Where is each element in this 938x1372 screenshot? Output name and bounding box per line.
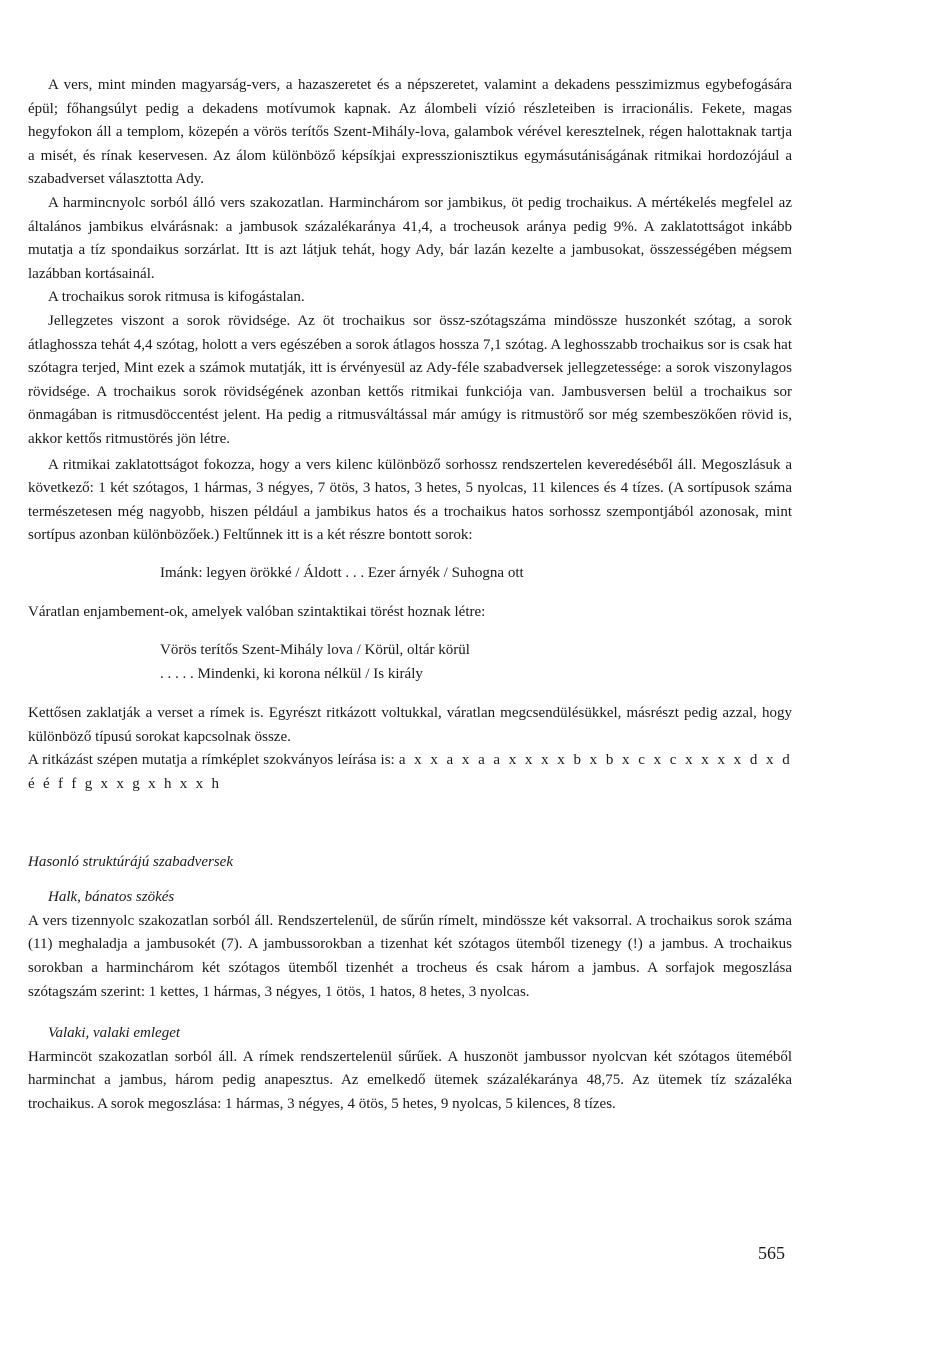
page-number: 565 [758, 1243, 785, 1263]
paragraph [28, 749, 792, 796]
paragraph: A trochaikus sorok ritmusa is kifogástalan. [48, 289, 305, 306]
section-heading: Hasonló struktúrájú szabadversek [28, 853, 233, 870]
verse-quote [160, 562, 792, 586]
poem-title: Halk, bánatos szökés [48, 889, 175, 906]
page-body [28, 74, 792, 1117]
paragraph: Váratlan enjambement-ok, amelyek valóban szintaktikai törést hoznak létre: [28, 604, 486, 621]
poem-title: Valaki, valaki emleget [48, 1025, 181, 1042]
paragraph: A vers tizennyolc szakozatlan sorból áll. Rendszertelenül, de sűrűn rímelt, mindössze két vaksorral. A trochaikus sorok száma (11) meghaladja a jambusokét (7). A jambussorokban a tizenhat két szótagos ütemből tizenegy (!) a jambus. A trochaikus sorokban a harminchárom két szótagos ütemből tizenhét a trocheus és csak három a jambus. A sorfajok megoszlása szótagszám szerint: 1 kettes, 1 hármas, 3 négyes, 1 ötös, 1 hatos, 8 hetes, 3 nyolcas. [28, 912, 792, 1000]
paragraph: A vers, mint minden magyarság-vers, a hazaszeretet és a népszeretet, valamint a dekadens pesszimizmus egybefogására épül; főhangsúlyt pedig a dekadens motívumok kapnak. Az álombeli vízió részleteiben is irracionális. Fekete, magas hegyfokon áll a templom, közepén a vörös terítős Szent-Mihály-lova, galambok vérével keresztelnek, régen halottaknak tartja a misét, és rínak keservesen. Az álom különböző képsíkjai expresszionisztikus egymásutániságának ritmikai hordozójául a szabadverset választotta Ady. [28, 77, 792, 188]
verse-quote [160, 639, 792, 686]
verse-line: Vörös terítős Szent-Mihály lova / Körül, oltár körül [160, 642, 470, 659]
paragraph: A ritmikai zaklatottságot fokozza, hogy a vers kilenc különböző sorhossz rendszertelen keveredéséből áll. Megoszlásuk a következő: 1 két szótagos, 1 hármas, 3 négyes, 7 ötös, 3 hatos, 3 hetes, 5 nyolcas, 11 kilences és 4 tízes. (A sortípusok száma természetesen még nagyobb, hiszen például a jambikus hatos és a trochaikus hatos sorhossz szempontjából azonosak, mint sortípus azonban különbözőek.) Feltűnnek itt is a két részre bontott sorok: [28, 456, 792, 544]
paragraph: Kettősen zaklatják a verset a rímek is. Egyrészt ritkázott voltukkal, váratlan megcsendülésükkel, másrészt pedig azzal, hogy különböző típusú sorokat kapcsolnak össze. [28, 705, 792, 745]
verse-line: . . . . . Mindenki, ki korona nélkül / Is király [160, 665, 423, 682]
paragraph: Jellegzetes viszont a sorok rövidsége. Az öt trochaikus sor össz-szótagszáma mindössze huszonkét szótag, a sorok átlaghossza tehát 4,4 szótag, holott a vers egészében a sorok átlagos hossza 7,1 szótag. A leghosszabb trochaikus sor is csak hat szótagra terjed, Mint ezek a számok mutatják, itt is érvényesül az Ady-féle szabadversek jellegzetessége: a sorok viszonylagos rövidsége. A trochaikus sorok rövidségének azonban kettős ritmikai funkciója van. Jambusversen belül a trochaikus sor önmagában is ritmusdöccentést jelent. Ha pedig a ritmusváltással már amúgy is ritmustörő sor még szembeszökően rövid is, akkor kettős ritmustörés jön létre. [28, 312, 792, 447]
paragraph: Harmincöt szakozatlan sorból áll. A rímek rendszertelenül sűrűek. A huszonöt jambussor nyolcvan két szótagos üteméből harminchat a jambus, három pedig anapesztus. Az emelkedő ütemek százalékaránya 48,75. Az ütemek tíz százaléka trochaikus. A sorok megoszlása: 1 hármas, 3 négyes, 4 ötös, 5 hetes, 9 nyolcas, 5 kilences, 8 tízes. [28, 1048, 792, 1112]
rhyme-intro: A ritkázást szépen mutatja a rímképlet szokványos leírása is: [28, 752, 395, 769]
paragraph: A harmincnyolc sorból álló vers szakozatlan. Harminchárom sor jambikus, öt pedig trochaikus. A mértékelés megfelel az általános jambikus elvárásnak: a jambusok százalékaránya 41,4, a trocheusok aránya pedig 9%. A zaklatottságot inkább mutatja a tíz spondaikus sorzárlat. Itt is azt látjuk tehát, hogy Ady, bár lazán kezelte a jambusokat, összességében mégsem lazábban kortásainál. [28, 194, 792, 282]
verse-line: Imánk: legyen örökké / Áldott . . . Ezer árnyék / Suhogna ott [160, 564, 524, 581]
rhyme-scheme: a x x a x a a x x x x b x b x c x c x x x x d x d é é f f g x x g x h x x h [28, 752, 792, 793]
